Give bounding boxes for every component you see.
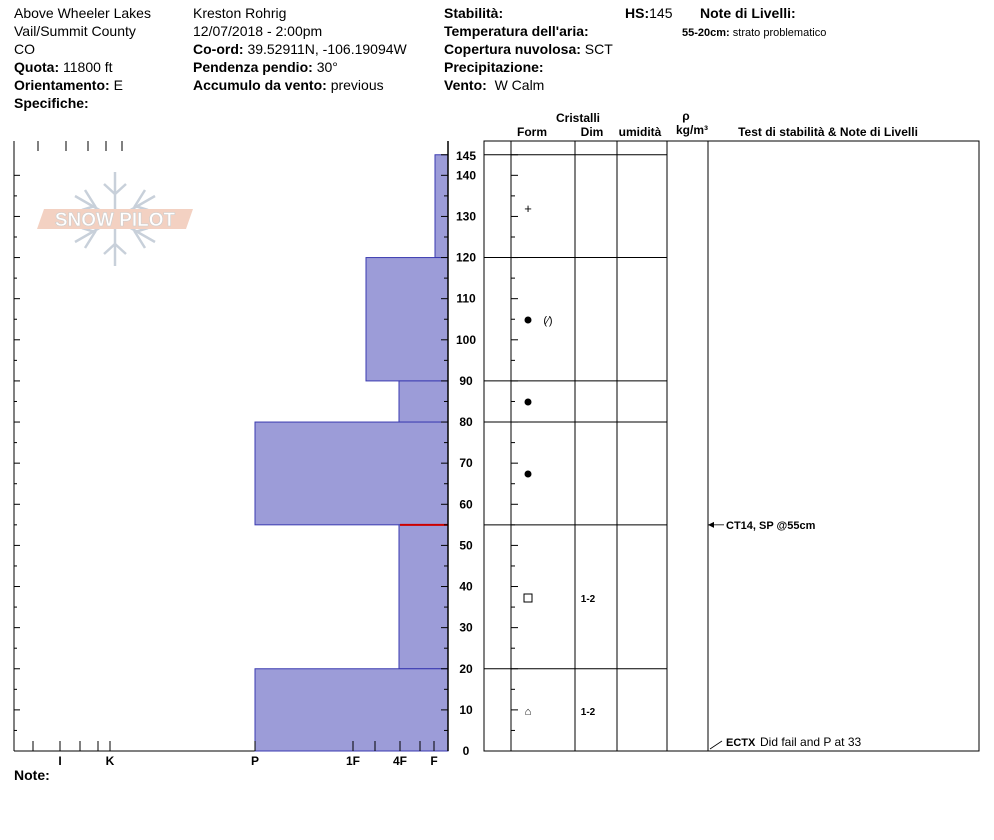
- sky-cover: Copertura nuvolosa: SCT: [444, 41, 613, 57]
- crystal-form-depth-hoar: ⌂: [524, 706, 532, 718]
- observer: Kreston Rohrig: [193, 5, 287, 21]
- depth-tick-label: 140: [455, 168, 477, 183]
- crystal-form-precip: +: [524, 201, 532, 216]
- depth-tick-label: 130: [455, 209, 477, 224]
- hardness-bar: [399, 525, 448, 669]
- state: CO: [14, 41, 35, 57]
- test-code: ECTX: [726, 737, 756, 749]
- hardness-bar: [435, 155, 448, 258]
- wind-loading: Accumulo da vento: previous: [193, 77, 384, 93]
- specifics-label: Specifiche:: [14, 95, 89, 111]
- depth-tick-label: 90: [459, 373, 473, 388]
- snowpilot-logo: [37, 172, 193, 266]
- test-label: Did fail and P at 33: [760, 735, 862, 749]
- wind: Vento: W Calm: [444, 77, 545, 93]
- depth-tick-label: 0: [462, 744, 470, 758]
- hardness-tick-label: F: [430, 754, 438, 768]
- crystal-form-rounded-grains: [525, 399, 532, 406]
- depth-tick-label: 20: [459, 661, 473, 676]
- area: Vail/Summit County: [14, 23, 136, 39]
- depth-tick-label: 40: [459, 579, 473, 594]
- depth-tick-label: 100: [455, 332, 477, 347]
- air-temp-label: Temperatura dell'aria:: [444, 23, 589, 39]
- aspect: Orientamento: E: [14, 77, 123, 93]
- notes-label: Note:: [14, 767, 50, 783]
- layer-notes-label: Note di Livelli:: [700, 5, 796, 21]
- slope-angle: Pendenza pendio: 30°: [193, 59, 338, 75]
- location: Above Wheeler Lakes: [14, 5, 151, 21]
- coordinates: Co-ord: 39.52911N, -106.19094W: [193, 41, 407, 57]
- test-arrow: [708, 522, 714, 528]
- depth-tick-label: 10: [459, 702, 473, 717]
- hardness-bar: [399, 381, 448, 422]
- hardness-tick-label: I: [58, 754, 62, 768]
- depth-tick-label: 145: [455, 148, 477, 163]
- precip-label: Precipitazione:: [444, 59, 544, 75]
- crystal-form-rounded-grains: [525, 317, 532, 324]
- hardness-tick-label: 1F: [345, 754, 361, 768]
- crystal-form-secondary: (⁄): [543, 315, 553, 327]
- hardness-tick-label: 4F: [392, 754, 408, 768]
- header-moisture: umidità: [618, 125, 662, 139]
- hardness-bar: [255, 669, 448, 751]
- header-crystals: Cristalli: [555, 111, 601, 125]
- depth-tick-label: 50: [459, 538, 473, 553]
- hardness-bar: [255, 422, 448, 525]
- layer-table: [484, 141, 979, 751]
- hardness-bar: [366, 258, 448, 381]
- depth-tick-label: 80: [459, 415, 473, 430]
- depth-tick-label: 70: [459, 456, 473, 471]
- header-tests: Test di stabilità & Note di Livelli: [738, 125, 918, 139]
- snow-height: HS:145: [625, 5, 673, 21]
- hardness-plot: [14, 141, 448, 768]
- header-dim: Dim: [580, 125, 604, 139]
- depth-tick-label: 110: [456, 291, 476, 306]
- crystal-form-rounded-grains: [525, 471, 532, 478]
- header-density: kg/m³: [675, 123, 709, 137]
- header-rho: ρ: [682, 109, 690, 123]
- elevation: Quota: 11800 ft: [14, 59, 113, 75]
- table-frame: [484, 141, 979, 751]
- depth-tick-label: 120: [455, 250, 477, 265]
- test-pointer: [710, 741, 722, 749]
- logo-text: SNOW PILOT: [54, 210, 176, 231]
- crystal-size: 1-2: [580, 707, 596, 718]
- crystal-form-faceted: [524, 594, 532, 602]
- layer-note: 55-20cm: strato problematico: [682, 27, 827, 39]
- depth-axis: [441, 141, 518, 758]
- test-label: CT14, SP @55cm: [726, 519, 816, 532]
- depth-tick-label: 60: [459, 497, 473, 512]
- depth-tick-label: 30: [459, 620, 473, 635]
- header-form: Form: [517, 125, 547, 139]
- hardness-tick-label: P: [250, 754, 260, 768]
- crystal-size: 1-2: [580, 594, 596, 605]
- stability-label: Stabilità:: [444, 5, 504, 21]
- hardness-tick-label: K: [105, 754, 115, 768]
- datetime: 12/07/2018 - 2:00pm: [193, 23, 323, 39]
